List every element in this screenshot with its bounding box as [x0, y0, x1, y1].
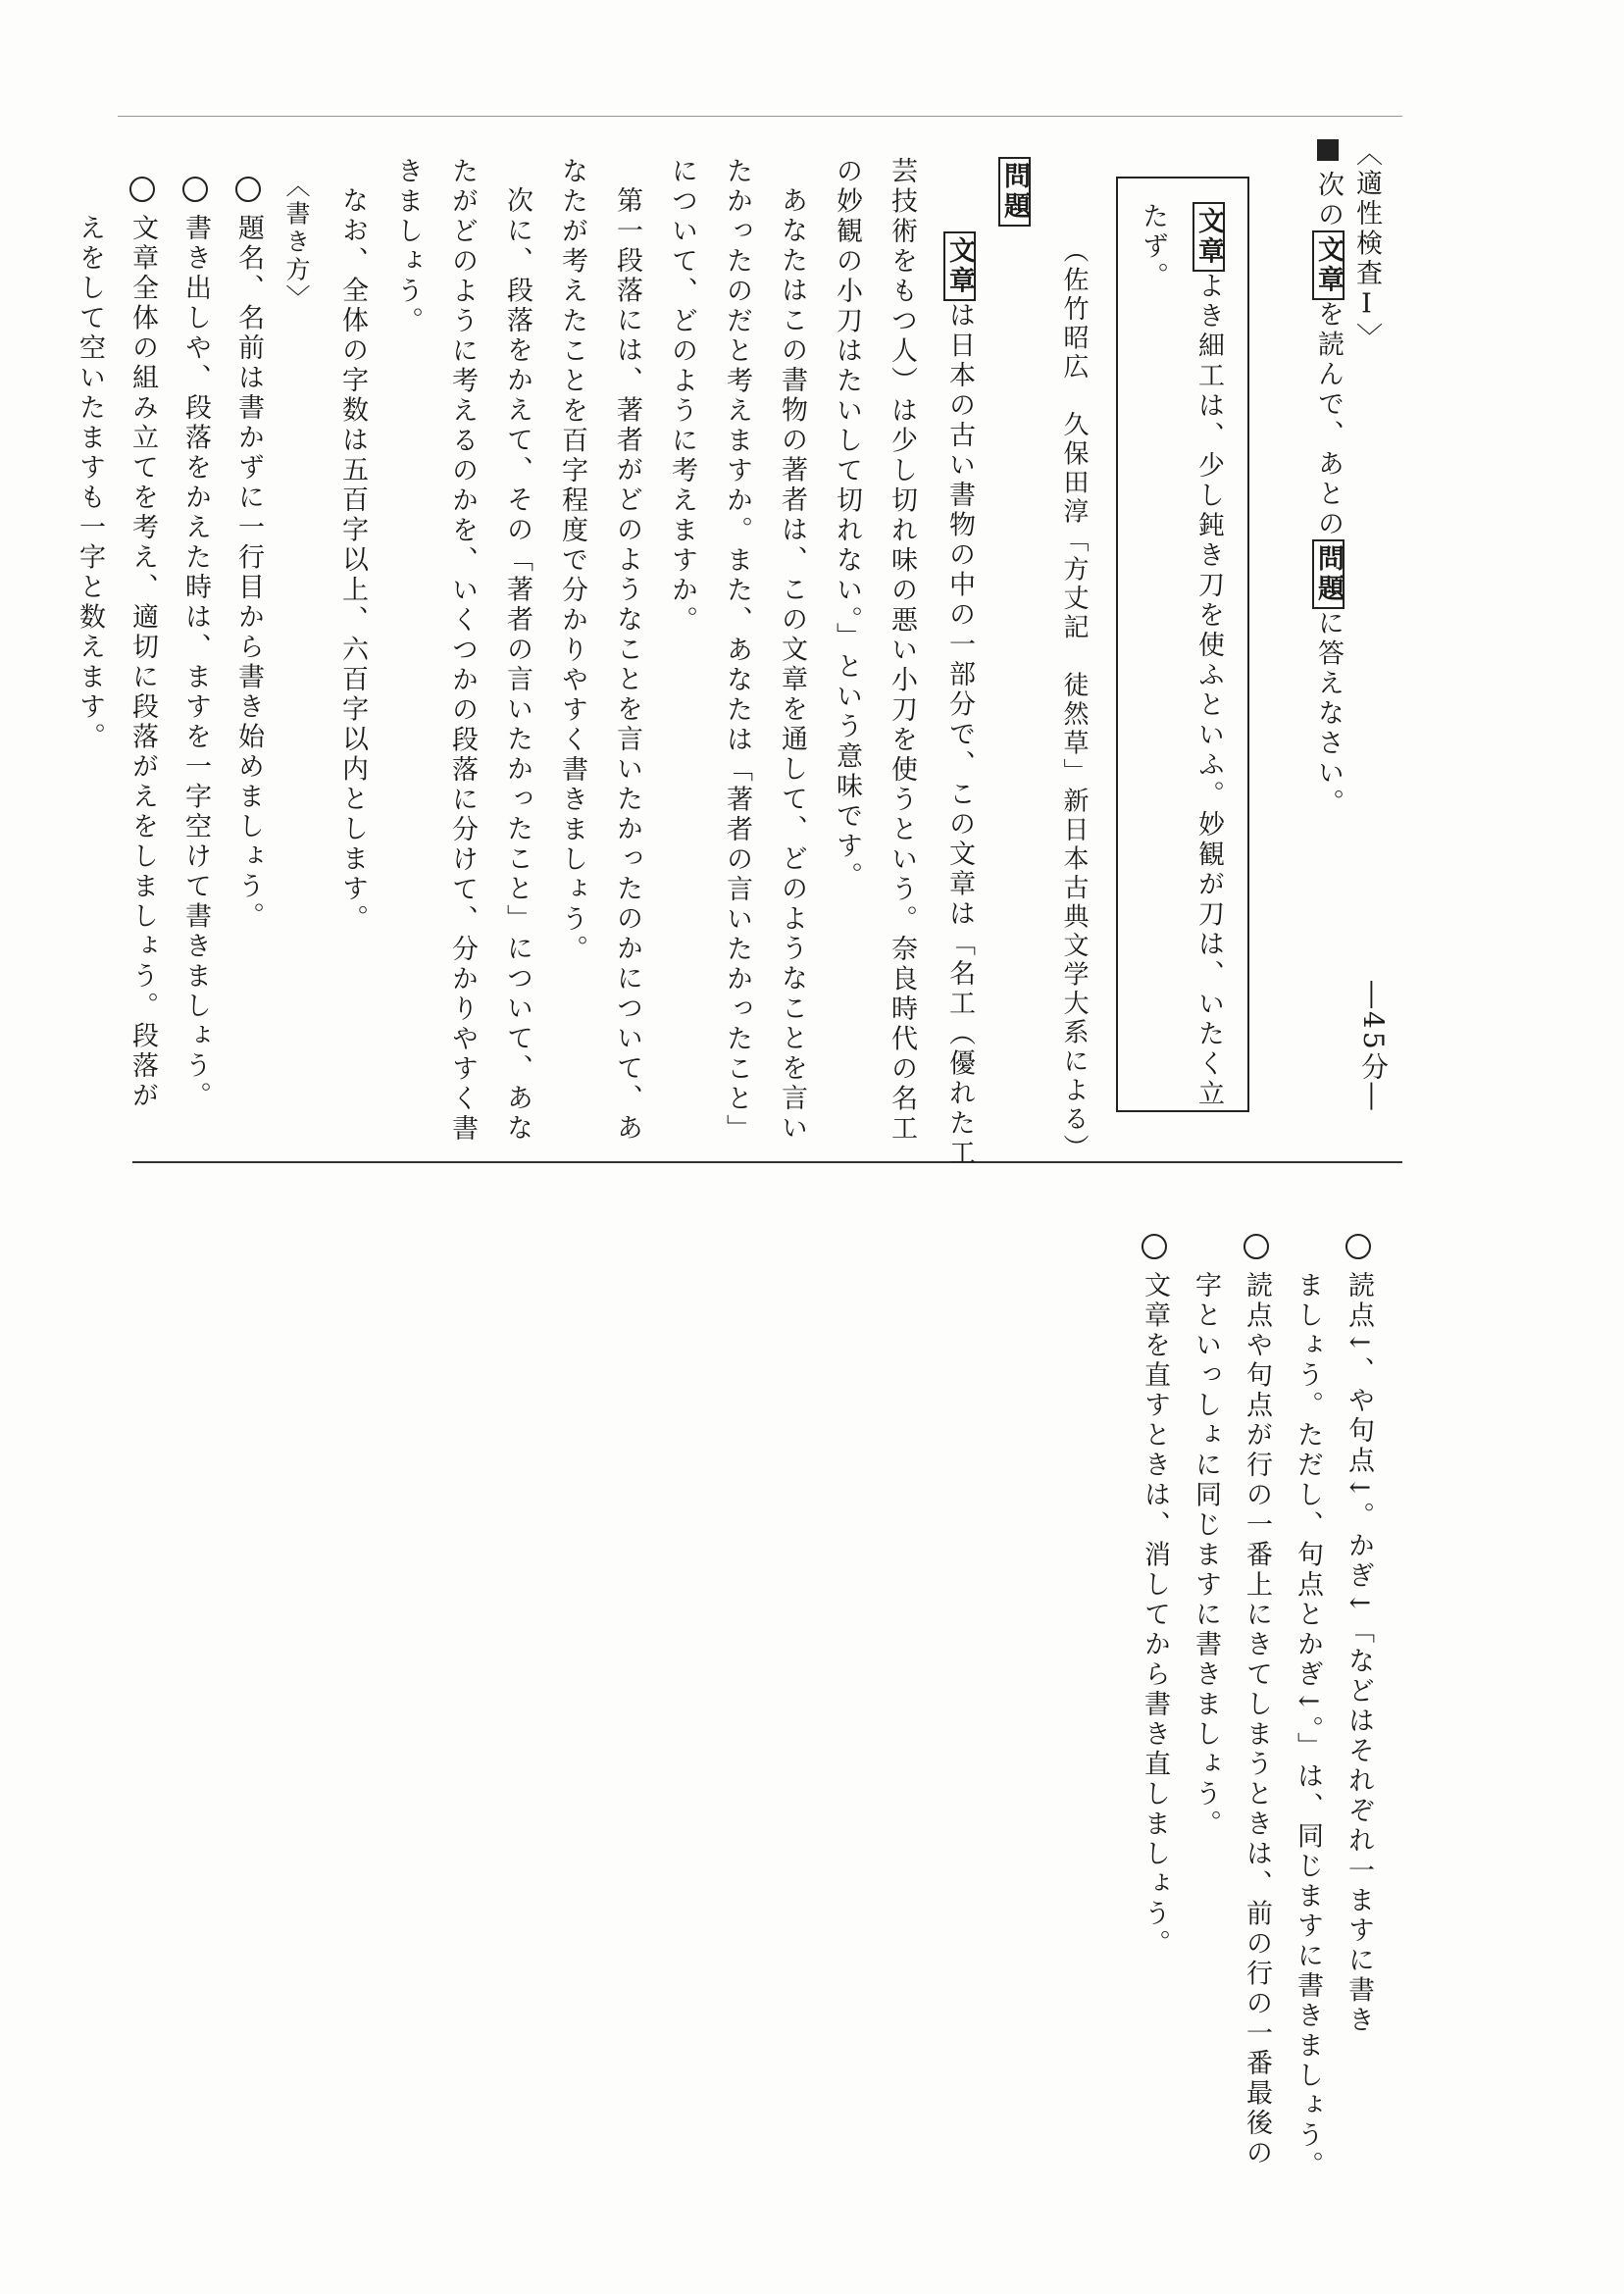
howto-title: 〈書き方〉 [282, 173, 311, 313]
problem-line: なたが考えたことを百字程度で分かりやすく書きましょう。 [557, 157, 587, 965]
problem-line: について、どのように考えますか。 [667, 157, 697, 636]
tag-bunsho: 文章 [1312, 230, 1345, 300]
problem-heading [998, 157, 1031, 227]
instruction-line: 次の文章を読んで、あとの問題に答えなさい。 [1312, 139, 1345, 819]
howto-item: 書き出しや、段落をかえた時は、ますを一字空けて書きましょう。 [182, 177, 209, 1111]
problem-line: 第一段落には、著者がどのようなことを言いたかったのかについて、あ [612, 186, 642, 1144]
problem-line-tag: 文章 [943, 231, 976, 301]
circle-bullet-icon [182, 177, 208, 202]
note-item-continued: 字といっしょに同じますに書きましょう。 [1191, 1271, 1221, 1840]
quotation-source: （佐竹昭広 久保田淳「方丈記 徒然草」新日本古典文学大系による） [1059, 237, 1089, 1163]
diamond-bullet-icon [1317, 139, 1339, 161]
howto-item: 題名、名前は書かずに一行目から書き始めましょう。 [235, 177, 262, 932]
page-title: 〈適性検査Ⅰ〉 [1351, 139, 1382, 353]
box-tag: 文章 [1193, 202, 1225, 272]
circle-bullet-icon [235, 177, 261, 202]
tag-mondai: 問題 [1312, 539, 1345, 609]
problem-line: なお、全体の字数は五百字以上、六百字以内とします。 [337, 186, 368, 935]
problem-line: の妙観の小刀はたいして切れない。」という意味です。 [832, 157, 862, 892]
problem-line: 文章は日本の古い書物の中の一部分で、この文章は「名工（優れた工 [943, 231, 976, 1169]
problem-line: たがどのように考えるのかを、いくつかの段落に分けて、分かりやすく書 [447, 157, 478, 1145]
note-item: 読点↓、や句点↓。かぎ↓「などはそれぞれ一ますに書き [1345, 1234, 1372, 2036]
note-item: 文章を直すときは、消してから書き直しましょう。 [1142, 1234, 1168, 1960]
problem-line: 芸技術をもつ人）は少し切れ味の悪い小刀を使うという。奈良時代の名工 [887, 157, 917, 1145]
quotation-box [1116, 177, 1249, 1112]
circle-bullet-icon [1243, 1234, 1269, 1259]
quotation-line-2: たず。 [1138, 202, 1168, 292]
howto-item: 文章全体の組み立てを考え、適切に段落がえをしましょう。段落が [129, 177, 156, 1111]
circle-bullet-icon [129, 177, 155, 202]
problem-line: 次に、段落をかえて、その「著者の言いたかったこと」について、あな [502, 186, 533, 1144]
note-item: 読点や句点が行の一番上にきてしまうときは、前の行の一番最後の [1243, 1234, 1270, 2168]
circle-bullet-icon [1142, 1234, 1167, 1259]
problem-line: あなたはこの書物の著者は、この文章を通して、どのようなことを言い [777, 186, 807, 1144]
howto-item-continued: えをして空いたますも一字と数えます。 [75, 214, 105, 752]
note-item-continued: ましょう。ただし、句点とかぎ↓。」は、同じますに書きましょう。 [1293, 1271, 1323, 2181]
quotation-line-1: 文章よき細工は、少し鈍き刀を使ふといふ。妙観が刀は、いたく立 [1193, 202, 1225, 1109]
top-rule [118, 116, 1402, 117]
problem-line: きましょう。 [392, 157, 423, 336]
problem-line: たかったのだと考えますか。また、あなたは「著者の言いたかったこと」 [722, 157, 752, 1145]
middle-rule [132, 1161, 1402, 1163]
time-limit: ―45分― [1357, 981, 1390, 1113]
problem-tag: 問題 [998, 157, 1031, 227]
circle-bullet-icon [1345, 1234, 1371, 1259]
